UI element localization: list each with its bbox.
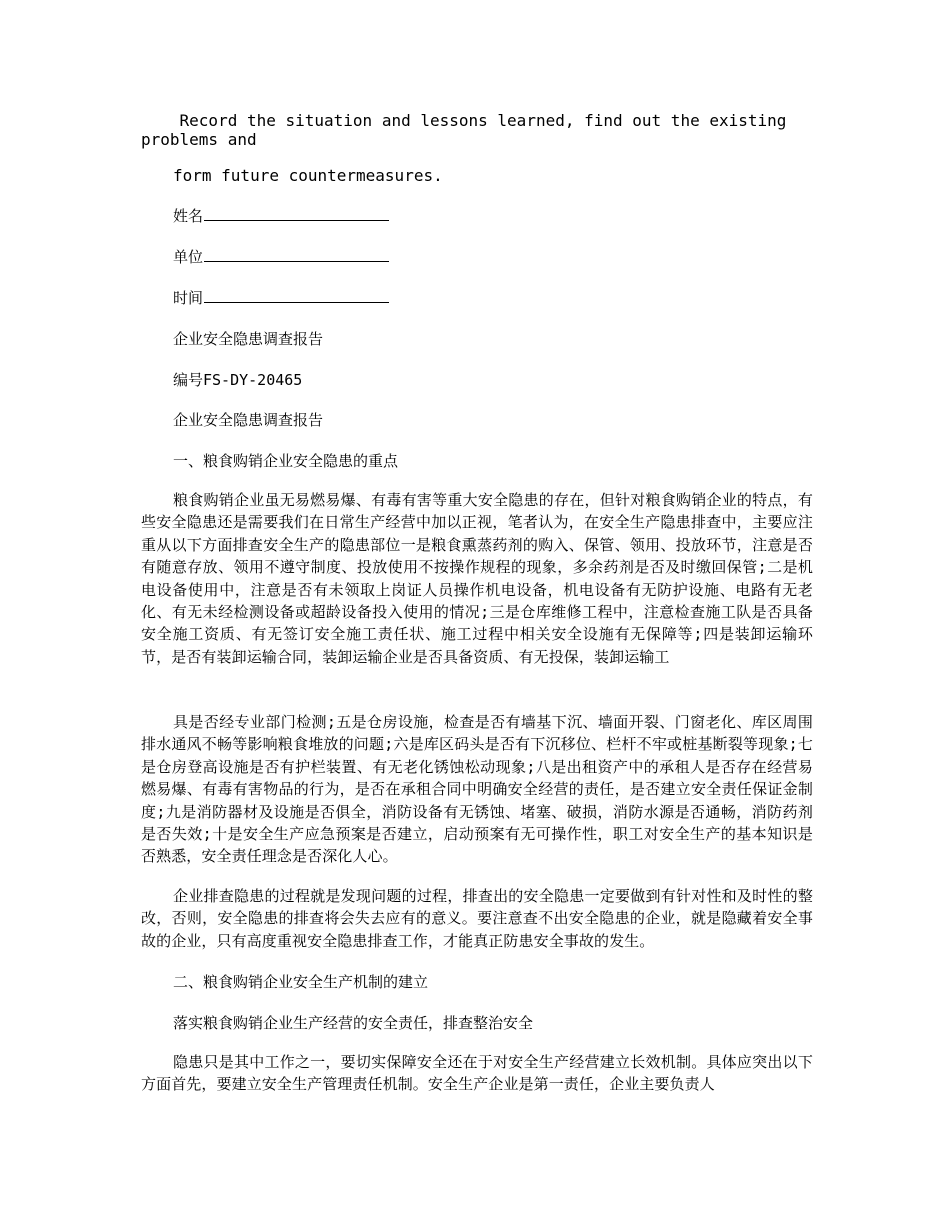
section-2-heading: 二、粮食购销企业安全生产机制的建立: [173, 973, 429, 991]
intro-line-1: Record the situation and lessons learned, find out the existing problems and: [141, 111, 797, 149]
name-label: 姓名: [173, 207, 204, 225]
paragraph-2: 具是否经专业部门检测;五是仓房设施，检查是否有墙基下沉、墙面开裂、门窗老化、库区周围排水通风不畅等影响粮食堆放的问题;六是库区码头是否有下沉移位、栏杆不牢或桩基断裂等现象;七是仓房登高设施是否有护栏装置、有无老化锈蚀松动现象;八是出租资产中的承租人是否存在经营易燃易爆、有毒有害物品的行为，是否在承租合同中明确安全经营的责任，是否建立安全责任保证金制度;九是消防器材及设施是否俱全，消防设备有无锈蚀、堵塞、破损，消防水源是否通畅，消防药剂是否失效;十是安全生产应急预案是否建立，启动预案有无可操作性，职工对安全生产的基本知识是否熟悉，安全责任理念是否深化人心。: [141, 713, 813, 866]
name-field: [173, 205, 389, 227]
intro-line-2: form future countermeasures.: [173, 166, 443, 185]
paragraph-3: 企业排查隐患的过程就是发现问题的过程，排查出的安全隐患一定要做到有针对性和及时性的整改，否则，安全隐患的排查将会失去应有的意义。要注意查不出安全隐患的企业，就是隐藏着安全事故的企业，只有高度重视安全隐患排查工作，才能真正防患安全事故的发生。: [141, 887, 813, 950]
paragraph-4: 隐患只是其中工作之一，要切实保障安全还在于对安全生产经营建立长效机制。具体应突出以下方面首先，要建立安全生产管理责任机制。安全生产企业是第一责任，企业主要负责人: [141, 1053, 813, 1094]
section-1-heading: 一、粮食购销企业安全隐患的重点: [173, 452, 399, 470]
paragraph-1: 粮食购销企业虽无易燃易爆、有毒有害等重大安全隐患的存在，但针对粮食购销企业的特点，有些安全隐患还是需要我们在日常生产经营中加以正视，笔者认为，在安全生产隐患排查中，主要应注重从以下方面排查安全生产的隐患部位一是粮食熏蒸药剂的购入、保管、领用、投放环节，注意是否有随意存放、领用不遵守制度、投放使用不按操作规程的现象，多余药剂是否及时缴回保管;二是机电设备使用中，注意是否有未领取上岗证人员操作机电设备，机电设备有无防护设施、电路有无老化、有无未经检测设备或超龄设备投入使用的情况;三是仓库维修工程中，注意检查施工队是否具备安全施工资质、有无签订安全施工责任状、施工过程中相关安全设施有无保障等;四是装卸运输环节，是否有装卸运输合同，装卸运输企业是否具备资质、有无投保，装卸运输工: [141, 491, 813, 666]
report-title: 企业安全隐患调查报告: [173, 330, 324, 348]
name-blank-line: [204, 206, 389, 221]
time-blank-line: [204, 288, 389, 303]
time-label: 时间: [173, 289, 204, 307]
unit-field: [173, 246, 389, 268]
unit-label: 单位: [173, 248, 204, 266]
section-2-line: 落实粮食购销企业生产经营的安全责任，排查整治安全: [173, 1014, 534, 1032]
time-field: [173, 287, 389, 309]
report-subtitle: 企业安全隐患调查报告: [173, 411, 324, 429]
document-number: 编号FS-DY-20465: [173, 371, 303, 389]
unit-blank-line: [204, 247, 389, 262]
